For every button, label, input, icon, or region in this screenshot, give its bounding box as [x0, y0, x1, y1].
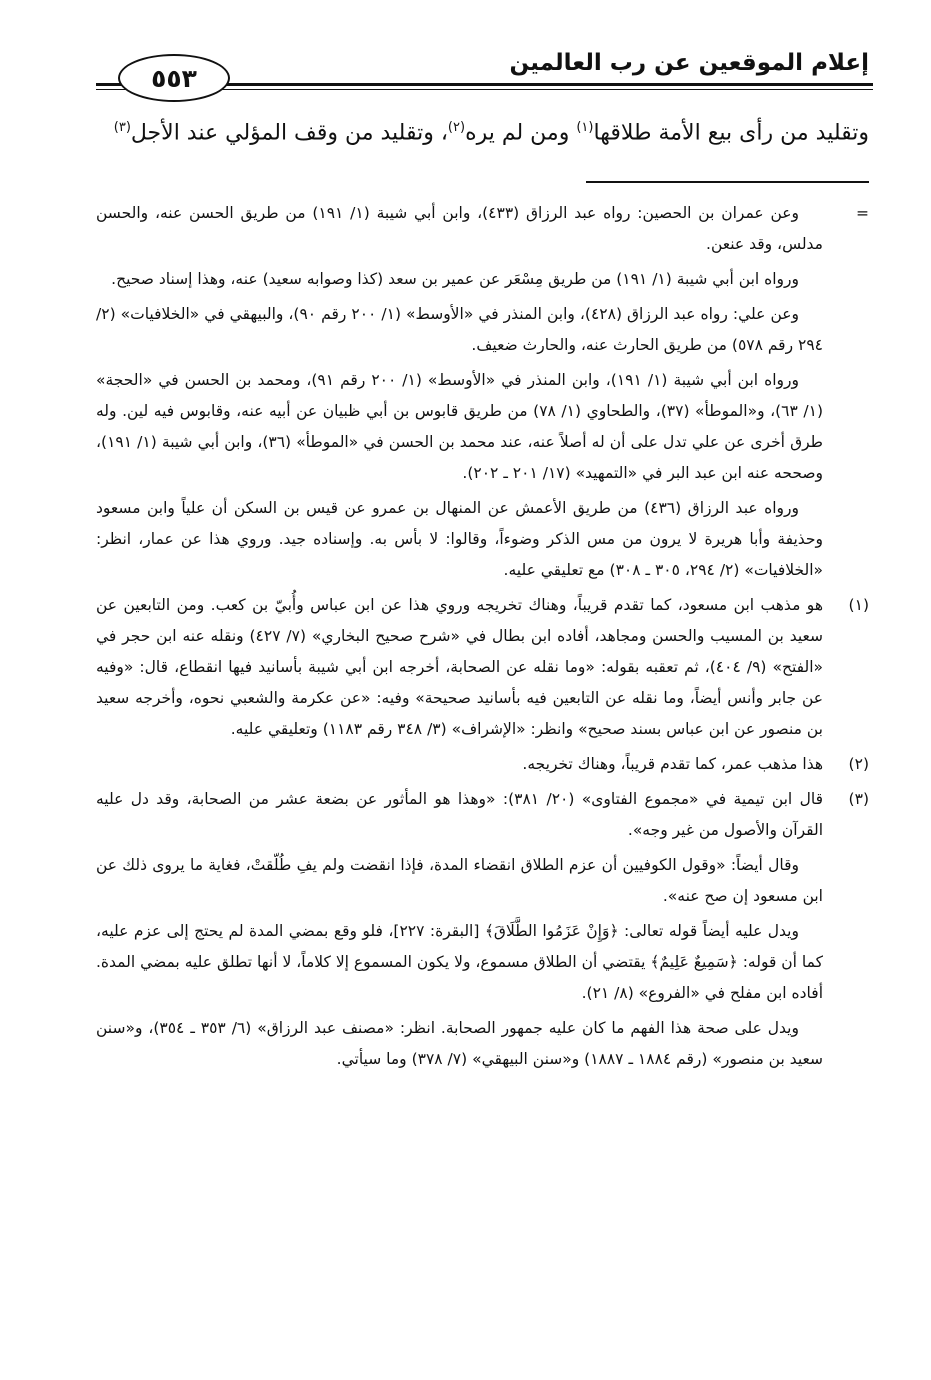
footnote-ref-2: (٢) — [447, 120, 466, 135]
footnote-text: ورواه عبد الرزاق (٤٣٦) من طريق الأعمش عن المنهال بن عمرو عن قيس بن السكن أن علياً وابن مسعود وحذيفة وأبا هريرة لا يرون من مس الذكر وضوءاً، وقالوا: لا بأس به. وإسناده جيد. وروي هذا عن عمار، انظر: «الخلافيات» (٢/ ٢٩٤، ٣٠٥ ـ ٣٠٨) مع تعليقي عليه. — [96, 499, 823, 579]
footnote-paragraph — [96, 590, 869, 745]
footnote-paragraph — [96, 749, 869, 780]
running-header-title: إعلام الموقعين عن رب العالمين — [509, 50, 869, 76]
footnote-text: ويدل على صحة هذا الفهم ما كان عليه جمهور الصحابة. انظر: «مصنف عبد الرزاق» (٦/ ٣٥٣ ـ ٣٥٤)، و«سنن سعيد بن منصور» (رقم ١٨٨٤ ـ ١٨٨٧) و«سنن البيهقي» (٧/ ٣٧٨) وما سيأتي. — [96, 1019, 823, 1068]
footnote-text: ورواه ابن أبي شيبة (١/ ١٩١) من طريق مِسْعَر عن عمير بن سعد (كذا وصوابه سعيد) عنه، وهذا إسناد صحيح. — [111, 270, 799, 288]
footnote-text: ويدل عليه أيضاً قوله تعالى: ﴿وَإِنْ عَزَمُوا الطَّلَاقَ﴾ [البقرة: ٢٢٧]، فلو وقع بمضي المدة لم يحتج إلى عزم عليه، كما أن قوله: ﴿سَمِيعٌ عَلِيمٌ﴾ يقتضي أن الطلاق مسموع، ولا يكون المسموع إلا كلاماً، لا أنها تطلق عليه بمضي المدة. أفاده ابن مفلح في «الفروع» (٨/ ٢١). — [96, 922, 823, 1002]
main-text-line — [49, 108, 869, 153]
footnote-text: وقال أيضاً: «وقول الكوفيين أن عزم الطلاق انقضاء المدة، فإذا انقضت ولم يفِ طُلّقتْ، فغاية ما يروى ذلك عن ابن مسعود إن صح عنه». — [96, 856, 823, 905]
footnote-marker: (٣) — [848, 790, 869, 808]
main-text-segment-3: ، وتقليد من وقف المؤلي عند الأجل — [130, 120, 448, 146]
footnote-text: وعن عمران بن الحصين: رواه عبد الرزاق (٤٣٣)، وابن أبي شيبة (١/ ١٩١) من طريق الحسن عنه، والحسن مدلس، وقد عنعن. — [96, 204, 823, 253]
footnote-paragraph — [96, 916, 869, 1009]
footnote-marker: = — [856, 204, 869, 222]
footnote-text: هذا مذهب عمر، كما تقدم قريباً، وهناك تخريجه. — [522, 755, 823, 773]
footnotes-block — [96, 198, 869, 1079]
footnote-paragraph — [96, 1013, 869, 1075]
footnote-text: قال ابن تيمية في «مجموع الفتاوى» (٢٠/ ٣٨١): «وهذا هو المأثور عن بضعة عشر من الصحابة، وقد دل عليه القرآن والأصول من غير وجه». — [96, 790, 823, 839]
footnote-paragraph — [96, 264, 869, 295]
main-text-segment-2: ومن لم يره — [465, 120, 577, 146]
footnote-ref-3: (٣) — [113, 120, 131, 135]
main-text-segment-1: وتقليد من رأى بيع الأمة طلاقها — [593, 120, 869, 146]
page-number-badge: ٥٥٣ — [118, 54, 230, 102]
footnote-marker: (٢) — [848, 755, 869, 773]
footnote-paragraph — [96, 299, 869, 361]
footnote-ref-1: (١) — [576, 120, 594, 135]
footnote-text: وعن علي: رواه عبد الرزاق (٤٢٨)، وابن المنذر في «الأوسط» (١/ ٢٠٠ رقم ٩٠)، والبيهقي في «الخلافيات» (٢/ ٢٩٤ رقم ٥٧٨) من طريق الحارث عنه، والحارث ضعيف. — [96, 305, 823, 354]
footnote-marker: (١) — [848, 596, 869, 614]
footnote-text: هو مذهب ابن مسعود، كما تقدم قريباً، وهناك تخريجه وروي هذا عن ابن عباس وأُبيّ بن كعب. ومن التابعين عن سعيد بن المسيب والحسن ومجاهد، أفاده ابن بطال في «شرح صحيح البخاري» (٧/ ٤٢٧) ونقله عنه ابن حجر في «الفتح» (٩/ ٤٠٤)، ثم تعقبه بقوله: «وما نقله عن الصحابة، أخرجه ابن أبي شيبة بأسانيد فيها انقطاع، قال: «وفيه عن جابر وأنس أيضاً، وما نقله عن التابعين فيه بأسانيد صحيحة» وفيه: «عن عكرمة والشعبي نحوه، وأخرجه سعيد بن منصور عن ابن عباس بسند صحيح» وانظر: «الإشراف» (٣/ ٣٤٨ رقم ١١٨٣) وتعليقي عليه. — [96, 596, 824, 738]
footnote-paragraph — [96, 365, 869, 489]
footnote-separator — [586, 181, 869, 183]
footnote-text: ورواه ابن أبي شيبة (١/ ١٩١)، وابن المنذر في «الأوسط» (١/ ٢٠٠ رقم ٩١)، ومحمد بن الحسن في «الحجة» (١/ ٦٣)، و«الموطأ» (٣٧)، والطحاوي (١/ ٧٨) من طريق قابوس بن أبي ظبيان عن أبيه عنه، وقابوس فيه لين. وله طرق أخرى عن علي تدل على أن له أصلاً عنه، عند محمد بن الحسن في «الموطأ» (٣٦)، وابن أبي شيبة (١/ ١٩١)، وصححه عنه ابن عبد البر في «التمهيد» (١٧/ ٢٠١ ـ ٢٠٢). — [96, 371, 824, 482]
footnote-paragraph — [96, 850, 869, 912]
footnote-paragraph — [96, 198, 869, 260]
footnote-paragraph — [96, 493, 869, 586]
footnote-paragraph — [96, 784, 869, 846]
